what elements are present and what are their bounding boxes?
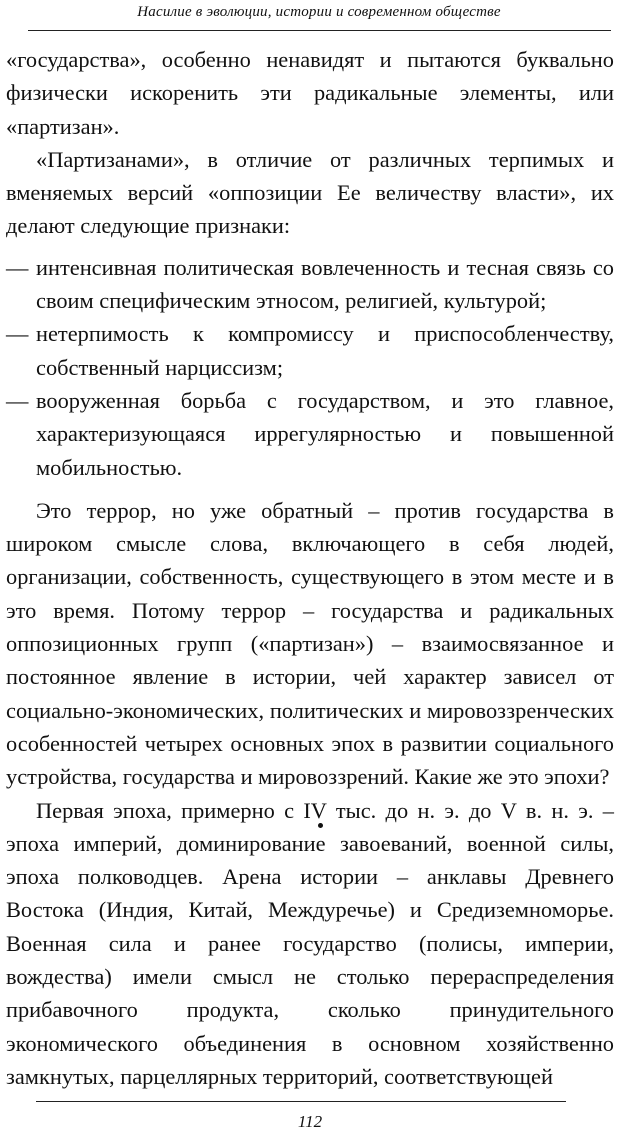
header-rule — [28, 30, 611, 31]
paragraph-first-epoch: Первая эпоха, примерно с IV тыс. до н. э. до V в. н. э. – эпоха империй, доминирование завоеваний, военной силы, эпоха полководцев. Арена истории – анклавы Древнего Востока (Индия, Китай, Междуречье) и Средиземноморье. Военная сила и ранее государство (полисы, империи, вождества) имели смысл не столько перераспределения прибавочного продукта, сколько принудительного экономического объединения в основном хозяйственно замкнутых, парцеллярных территорий, соответствующей — [6, 797, 614, 1089]
list-item — [6, 317, 614, 384]
running-head: Насилие в эволюции, истории и современном обществе — [137, 4, 501, 20]
list-dash: — — [6, 387, 29, 413]
list-item-text: нетерпимость к компромиссу и приспособленчеству, собственный нарциссизм; — [36, 321, 614, 380]
list-item-text: вооруженная борьба с государством, и это главное, характеризующаяся иррегулярностью и повышенной мобильностью. — [36, 387, 614, 480]
page-number: 112 — [297, 1112, 323, 1131]
list-item — [6, 384, 614, 484]
list-item-text: интенсивная политическая вовлеченность и тесная связь со своим специфическим этносом, религией, культурой; — [36, 254, 614, 314]
paragraph-partisans: «Партизанами», в отличие от различных терпимых и вменяемых версий «оппозиции Ее величеству власти», их делают следующие признаки: — [6, 146, 614, 239]
list-item — [6, 251, 614, 318]
paragraph-terror: Это террор, но уже обратный – против государства в широком смысле слова, включающего в себя людей, организации, собственность, существующего в этом месте и в это время. Потому террор – государства и радикальных оппозиционных групп («партизан») – взаимосвязанное и постоянное явление в истории, чей характер зависел от социально-экономических, политических и мировоззренческих особенностей четырех основных эпох в развитии социального устройства, государства и мировоззрений. Какие же это эпохи? — [6, 497, 614, 790]
footer-rule — [36, 1101, 566, 1102]
paragraph-continuation: «государства», особенно ненавидят и пытаются буквально физически искоренить эти радикальные элементы, или «партизан». — [6, 47, 614, 139]
ink-dot — [318, 823, 323, 828]
signs-list — [6, 251, 614, 484]
body-text — [6, 43, 614, 1093]
list-dash: — — [6, 321, 29, 347]
list-dash: — — [6, 254, 29, 280]
